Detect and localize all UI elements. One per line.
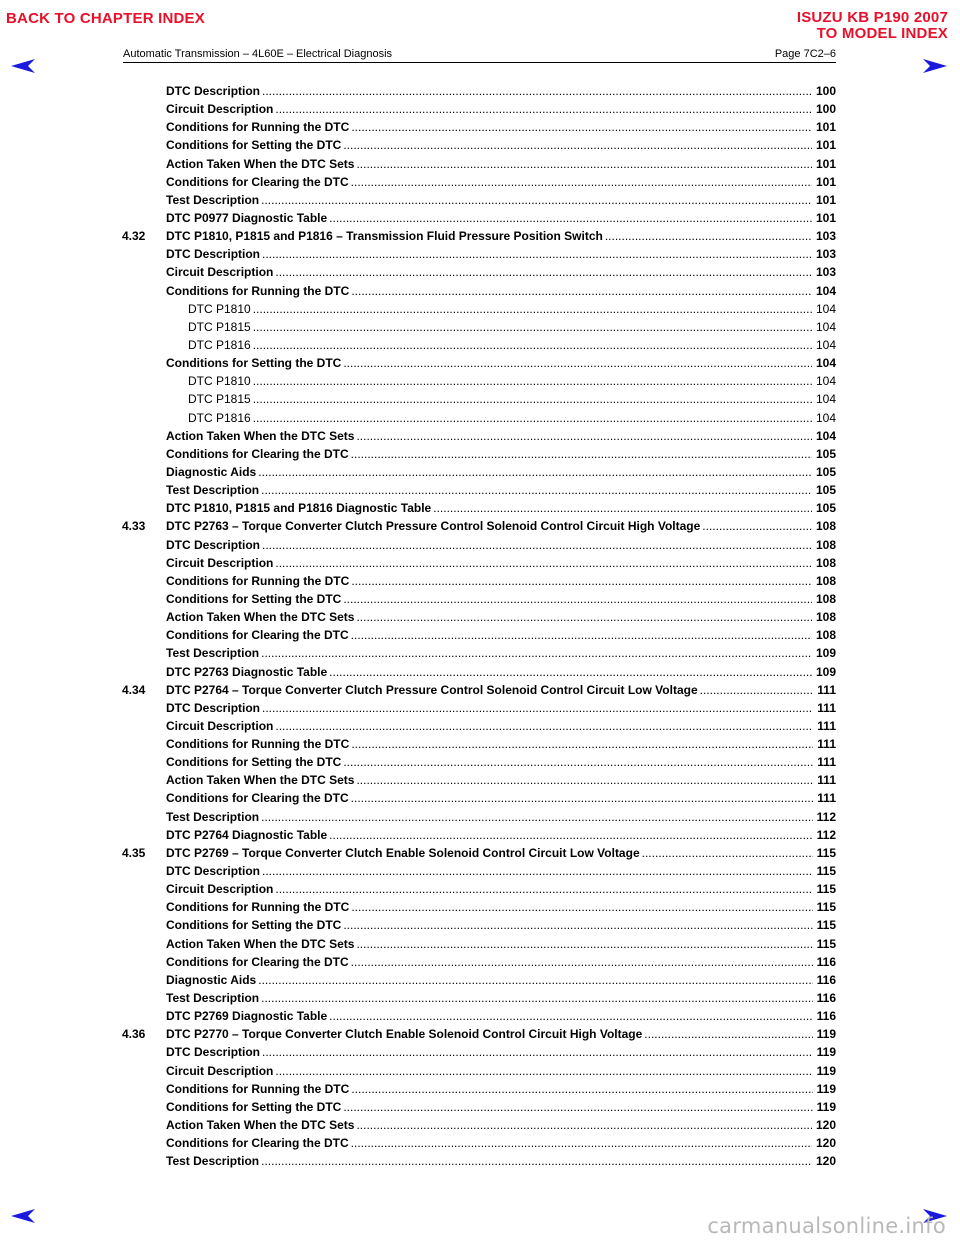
toc-row[interactable] <box>118 626 836 644</box>
toc-row[interactable] <box>118 82 836 100</box>
watermark: carmanualsonline.info <box>707 1214 946 1238</box>
toc-section-number: 4.36 <box>122 1027 146 1042</box>
toc-row[interactable] <box>118 427 836 445</box>
toc-row[interactable] <box>118 935 836 953</box>
toc-page-number[interactable]: 109 <box>815 664 836 679</box>
toc-entry-title[interactable]: DTC Description <box>166 1045 261 1060</box>
toc-entry-title[interactable]: DTC P1816 <box>188 337 251 352</box>
toc-leader-dots <box>253 318 812 336</box>
toc-page-number[interactable]: 105 <box>815 446 836 461</box>
toc-entry-title[interactable]: Conditions for Running the DTC <box>166 737 350 752</box>
toc-page-number[interactable]: 101 <box>815 156 836 171</box>
toc-row[interactable] <box>118 300 836 318</box>
toc-leader-dots <box>258 463 812 481</box>
toc-entry-title[interactable]: Conditions for Setting the DTC <box>166 918 342 933</box>
toc-leader-dots <box>253 372 812 390</box>
toc-row[interactable] <box>118 826 836 844</box>
toc-page-number[interactable]: 104 <box>815 410 836 425</box>
toc-entry-title[interactable]: DTC P2769 – Torque Converter Clutch Enable Solenoid Control Circuit Low Voltage <box>166 845 640 860</box>
model-title[interactable]: ISUZU KB P190 2007 <box>796 9 948 26</box>
toc-row[interactable] <box>118 191 836 209</box>
toc-entry-title[interactable]: Conditions for Setting the DTC <box>166 755 342 770</box>
toc-leader-dots <box>262 1043 813 1061</box>
toc-leader-dots <box>644 1025 812 1043</box>
toc-leader-dots <box>700 681 814 699</box>
toc-entry-title[interactable]: Action Taken When the DTC Sets <box>166 1118 355 1133</box>
toc-row[interactable] <box>118 880 836 898</box>
toc-entry-title[interactable]: Test Description <box>166 1154 260 1169</box>
toc-page-number[interactable]: 104 <box>815 356 836 371</box>
toc-entry-title[interactable]: Conditions for Setting the DTC <box>166 138 342 153</box>
toc-leader-dots <box>275 717 813 735</box>
toc-leader-dots <box>275 554 812 572</box>
toc-leader-dots <box>351 282 812 300</box>
toc-page-number[interactable]: 101 <box>815 138 836 153</box>
toc-row[interactable] <box>118 844 836 862</box>
toc-page-number[interactable]: 109 <box>815 646 836 661</box>
toc-entry-title[interactable]: Circuit Description <box>166 102 274 117</box>
toc-leader-dots <box>343 354 812 372</box>
toc-page-number[interactable]: 116 <box>816 991 836 1006</box>
toc-leader-dots <box>329 663 812 681</box>
doc-header-title: Automatic Transmission – 4L60E – Electrical Diagnosis <box>123 48 393 60</box>
toc-leader-dots <box>329 826 812 844</box>
toc-page-number[interactable]: 116 <box>816 972 836 987</box>
toc-leader-dots <box>356 935 812 953</box>
toc-page-number[interactable]: 119 <box>816 1099 836 1114</box>
toc-section-number: 4.32 <box>122 229 146 244</box>
toc-leader-dots <box>261 481 812 499</box>
toc-row[interactable] <box>118 463 836 481</box>
toc-leader-dots <box>351 445 812 463</box>
toc-row[interactable] <box>118 336 836 354</box>
toc-leader-dots <box>702 517 812 535</box>
toc-entry-title[interactable]: DTC P1810, P1815 and P1816 – Transmission Fluid Pressure Position Switch <box>166 229 603 244</box>
toc-entry-title[interactable]: Conditions for Clearing the DTC <box>166 174 349 189</box>
toc-row[interactable] <box>118 136 836 154</box>
toc-entry-title[interactable]: Conditions for Running the DTC <box>166 1081 350 1096</box>
toc-page-number[interactable]: 119 <box>816 1081 836 1096</box>
toc-row[interactable] <box>118 354 836 372</box>
toc-entry-title[interactable]: DTC Description <box>166 247 261 262</box>
toc-page-number[interactable]: 103 <box>815 247 836 262</box>
model-index-link[interactable] <box>797 10 948 42</box>
toc-leader-dots <box>253 390 812 408</box>
toc-page-number[interactable]: 104 <box>815 428 836 443</box>
toc-entry-title[interactable]: Circuit Description <box>166 718 274 733</box>
toc-leader-dots <box>351 173 812 191</box>
toc-page-number[interactable]: 116 <box>816 954 836 969</box>
toc-row[interactable] <box>118 608 836 626</box>
arrow-right-icon[interactable] <box>922 58 948 74</box>
toc-leader-dots <box>261 644 812 662</box>
toc-entry-title[interactable]: DTC P1816 <box>188 410 251 425</box>
toc-page-number[interactable]: 111 <box>817 755 836 770</box>
toc-entry-title[interactable]: Action Taken When the DTC Sets <box>166 773 355 788</box>
toc-row[interactable] <box>118 898 836 916</box>
toc-leader-dots <box>351 572 812 590</box>
toc-entry-title[interactable]: DTC P2763 Diagnostic Table <box>166 664 328 679</box>
toc-entry-title[interactable]: Test Description <box>166 646 260 661</box>
toc-row[interactable] <box>118 1134 836 1152</box>
toc-leader-dots <box>329 209 812 227</box>
toc-leader-dots <box>642 844 813 862</box>
toc-row[interactable] <box>118 717 836 735</box>
toc-page-number[interactable]: 101 <box>815 120 836 135</box>
toc-row[interactable] <box>118 209 836 227</box>
toc-row[interactable] <box>118 572 836 590</box>
arrow-left-icon[interactable] <box>10 1208 36 1224</box>
toc-page-number[interactable]: 111 <box>817 791 836 806</box>
toc-leader-dots <box>262 82 812 100</box>
toc-leader-dots <box>351 789 814 807</box>
toc-row[interactable] <box>118 155 836 173</box>
toc-page-number[interactable]: 108 <box>815 537 836 552</box>
toc-entry-title[interactable]: Conditions for Clearing the DTC <box>166 1136 349 1151</box>
toc-section-number: 4.33 <box>122 519 146 534</box>
toc-leader-dots <box>261 808 813 826</box>
toc-row[interactable] <box>118 753 836 771</box>
toc-entry-title[interactable]: DTC Description <box>166 864 261 879</box>
toc-entry-title[interactable]: Action Taken When the DTC Sets <box>166 428 355 443</box>
toc-page-number[interactable]: 111 <box>817 700 836 715</box>
toc-entry-title[interactable]: DTC P2763 – Torque Converter Clutch Pressure Control Solenoid Control Circuit High Voltage <box>166 519 701 534</box>
toc-page-number[interactable]: 105 <box>815 464 836 479</box>
toc-row[interactable] <box>118 1116 836 1134</box>
toc-entry-title[interactable]: DTC P1810 <box>188 374 251 389</box>
toc-leader-dots <box>343 136 812 154</box>
toc-leader-dots <box>356 608 812 626</box>
toc-section-number: 4.35 <box>122 845 146 860</box>
toc-row[interactable] <box>118 1007 836 1025</box>
toc-leader-dots <box>262 245 812 263</box>
toc-page-number[interactable]: 108 <box>815 610 836 625</box>
toc-page-number[interactable]: 105 <box>815 501 836 516</box>
toc-page-number[interactable]: 120 <box>815 1154 836 1169</box>
toc-entry-title[interactable]: Diagnostic Aids <box>166 464 257 479</box>
toc-entry-title[interactable]: Conditions for Clearing the DTC <box>166 446 349 461</box>
toc-row[interactable] <box>118 1043 836 1061</box>
toc-row[interactable] <box>118 100 836 118</box>
toc-row[interactable] <box>118 390 836 408</box>
toc-entry-title[interactable]: Conditions for Setting the DTC <box>166 591 342 606</box>
toc-leader-dots <box>343 590 812 608</box>
toc-entry-title[interactable]: DTC P1815 <box>188 392 251 407</box>
header-rule <box>123 62 836 63</box>
toc-leader-dots <box>262 699 813 717</box>
toc-leader-dots <box>351 118 812 136</box>
toc-leader-dots <box>605 227 812 245</box>
toc-leader-dots <box>261 1152 812 1170</box>
toc-page-number[interactable]: 104 <box>815 301 836 316</box>
toc-leader-dots <box>356 771 813 789</box>
toc-page-number[interactable]: 120 <box>815 1118 836 1133</box>
toc-page-number[interactable]: 108 <box>815 573 836 588</box>
toc-leader-dots <box>253 336 812 354</box>
toc-entry-title[interactable]: Test Description <box>166 192 260 207</box>
toc-entry-title[interactable]: DTC P2769 Diagnostic Table <box>166 1009 328 1024</box>
back-to-chapter-index-link[interactable]: BACK TO CHAPTER INDEX <box>6 10 205 27</box>
toc-row[interactable] <box>118 318 836 336</box>
toc-row[interactable] <box>118 953 836 971</box>
toc-leader-dots <box>275 880 812 898</box>
toc-leader-dots <box>351 626 812 644</box>
toc-page-number[interactable]: 115 <box>816 882 836 897</box>
toc-page-number[interactable]: 111 <box>817 773 836 788</box>
toc-row[interactable] <box>118 590 836 608</box>
toc-entry-title[interactable]: DTC P1810 <box>188 301 251 316</box>
table-of-contents <box>118 82 836 1170</box>
toc-row[interactable] <box>118 118 836 136</box>
toc-leader-dots <box>433 499 812 517</box>
toc-row[interactable] <box>118 372 836 390</box>
toc-leader-dots <box>329 1007 812 1025</box>
toc-row[interactable] <box>118 699 836 717</box>
toc-row[interactable] <box>118 808 836 826</box>
toc-page-number[interactable]: 112 <box>816 827 836 842</box>
toc-row[interactable] <box>118 916 836 934</box>
toc-leader-dots <box>261 989 813 1007</box>
toc-row[interactable] <box>118 663 836 681</box>
toc-page-number[interactable]: 101 <box>815 210 836 225</box>
toc-entry-title[interactable]: Circuit Description <box>166 882 274 897</box>
toc-page-number[interactable]: 108 <box>815 591 836 606</box>
toc-row[interactable] <box>118 282 836 300</box>
toc-leader-dots <box>262 862 813 880</box>
toc-entry-title[interactable]: DTC P1815 <box>188 319 251 334</box>
toc-page-number[interactable]: 108 <box>815 628 836 643</box>
toc-leader-dots <box>258 971 812 989</box>
toc-leader-dots <box>275 263 812 281</box>
toc-leader-dots <box>351 1080 812 1098</box>
toc-row[interactable] <box>118 989 836 1007</box>
toc-row[interactable] <box>118 644 836 662</box>
toc-page-number[interactable]: 115 <box>816 864 836 879</box>
toc-row[interactable] <box>118 1062 836 1080</box>
toc-leader-dots <box>343 1098 812 1116</box>
toc-row[interactable] <box>118 227 836 245</box>
toc-page-number[interactable]: 119 <box>816 1045 836 1060</box>
toc-entry-title[interactable]: Conditions for Running the DTC <box>166 900 350 915</box>
toc-entry-title[interactable]: DTC P2770 – Torque Converter Clutch Enable Solenoid Control Circuit High Voltage <box>166 1027 643 1042</box>
toc-leader-dots <box>275 1062 812 1080</box>
toc-page-number[interactable]: 115 <box>816 936 836 951</box>
toc-page-number[interactable]: 104 <box>815 374 836 389</box>
toc-entry-title[interactable]: DTC P2764 – Torque Converter Clutch Pressure Control Solenoid Control Circuit Low Voltage <box>166 682 698 697</box>
toc-page-number[interactable]: 104 <box>815 283 836 298</box>
toc-entry-title[interactable]: DTC Description <box>166 700 261 715</box>
toc-page-number[interactable]: 108 <box>815 555 836 570</box>
toc-leader-dots <box>253 409 812 427</box>
toc-leader-dots <box>351 735 813 753</box>
toc-entry-title[interactable]: Circuit Description <box>166 1063 274 1078</box>
toc-leader-dots <box>275 100 812 118</box>
toc-page-number[interactable]: 120 <box>815 1136 836 1151</box>
toc-entry-title[interactable]: Conditions for Clearing the DTC <box>166 791 349 806</box>
toc-leader-dots <box>261 191 812 209</box>
toc-page-number[interactable]: 101 <box>815 192 836 207</box>
toc-leader-dots <box>351 898 812 916</box>
toc-row[interactable] <box>118 1098 836 1116</box>
toc-row[interactable] <box>118 481 836 499</box>
toc-row[interactable] <box>118 536 836 554</box>
toc-row[interactable] <box>118 499 836 517</box>
toc-leader-dots <box>356 427 812 445</box>
toc-entry-title[interactable]: Conditions for Running the DTC <box>166 283 350 298</box>
toc-entry-title[interactable]: DTC P1810, P1815 and P1816 Diagnostic Table <box>166 501 432 516</box>
toc-page-number[interactable]: 105 <box>815 483 836 498</box>
toc-row[interactable] <box>118 862 836 880</box>
toc-row[interactable] <box>118 554 836 572</box>
toc-leader-dots <box>262 536 812 554</box>
toc-leader-dots <box>356 155 812 173</box>
toc-leader-dots <box>351 953 813 971</box>
toc-page-number[interactable]: 119 <box>816 1027 836 1042</box>
toc-page-number[interactable]: 119 <box>816 1063 836 1078</box>
toc-entry-title[interactable]: Action Taken When the DTC Sets <box>166 610 355 625</box>
toc-page-number[interactable]: 104 <box>815 392 836 407</box>
toc-entry-title[interactable]: Conditions for Setting the DTC <box>166 1099 342 1114</box>
toc-entry-title[interactable]: Diagnostic Aids <box>166 972 257 987</box>
toc-entry-title[interactable]: Conditions for Clearing the DTC <box>166 954 349 969</box>
toc-page-number[interactable]: 111 <box>817 718 836 733</box>
toc-page-number[interactable]: 104 <box>815 319 836 334</box>
toc-row[interactable] <box>118 771 836 789</box>
toc-entry-title[interactable]: Conditions for Running the DTC <box>166 120 350 135</box>
toc-row[interactable] <box>118 263 836 281</box>
toc-page-number[interactable]: 111 <box>817 682 836 697</box>
toc-leader-dots <box>343 916 812 934</box>
toc-page-number[interactable]: 103 <box>815 265 836 280</box>
toc-page-number[interactable]: 111 <box>817 737 836 752</box>
toc-entry-title[interactable]: Conditions for Clearing the DTC <box>166 628 349 643</box>
toc-page-number[interactable]: 115 <box>816 845 836 860</box>
toc-row[interactable] <box>118 1025 836 1043</box>
toc-row[interactable] <box>118 445 836 463</box>
toc-leader-dots <box>343 753 813 771</box>
toc-entry-title[interactable]: Circuit Description <box>166 555 274 570</box>
toc-entry-title[interactable]: DTC P0977 Diagnostic Table <box>166 210 328 225</box>
toc-page-number[interactable]: 100 <box>815 102 836 117</box>
toc-entry-title[interactable]: Action Taken When the DTC Sets <box>166 936 355 951</box>
toc-entry-title[interactable]: DTC P2764 Diagnostic Table <box>166 827 328 842</box>
toc-page-number[interactable]: 104 <box>815 337 836 352</box>
toc-row[interactable] <box>118 789 836 807</box>
doc-page-number: Page 7C2–6 <box>774 48 836 60</box>
toc-page-number[interactable]: 100 <box>815 84 836 98</box>
toc-row[interactable] <box>118 245 836 263</box>
toc-page-number[interactable]: 103 <box>815 229 836 244</box>
toc-entry-title[interactable]: Conditions for Setting the DTC <box>166 356 342 371</box>
toc-page-number[interactable]: 112 <box>816 809 836 824</box>
toc-row[interactable] <box>118 681 836 699</box>
toc-leader-dots <box>356 1116 812 1134</box>
toc-entry-title[interactable]: Action Taken When the DTC Sets <box>166 156 355 171</box>
toc-row[interactable] <box>118 517 836 535</box>
toc-page-number[interactable]: 115 <box>816 900 836 915</box>
toc-page-number[interactable]: 101 <box>815 174 836 189</box>
toc-row[interactable] <box>118 409 836 427</box>
to-model-index[interactable]: TO MODEL INDEX <box>816 25 948 42</box>
toc-entry-title[interactable]: Test Description <box>166 483 260 498</box>
toc-row[interactable] <box>118 1080 836 1098</box>
arrow-left-icon[interactable] <box>10 58 36 74</box>
toc-entry-title[interactable]: Test Description <box>166 809 260 824</box>
toc-section-number: 4.34 <box>122 682 146 697</box>
toc-page-number[interactable]: 115 <box>816 918 836 933</box>
toc-page-number[interactable]: 108 <box>815 519 836 534</box>
toc-leader-dots <box>253 300 812 318</box>
toc-row[interactable] <box>118 971 836 989</box>
toc-leader-dots <box>351 1134 812 1152</box>
toc-page-number[interactable]: 116 <box>816 1009 836 1024</box>
toc-row[interactable] <box>118 1152 836 1170</box>
toc-entry-title[interactable]: Conditions for Running the DTC <box>166 573 350 588</box>
toc-entry-title[interactable]: DTC Description <box>166 537 261 552</box>
toc-row[interactable] <box>118 735 836 753</box>
toc-entry-title[interactable]: Test Description <box>166 991 260 1006</box>
toc-row[interactable] <box>118 173 836 191</box>
toc-entry-title[interactable]: DTC Description <box>166 84 261 98</box>
toc-entry-title[interactable]: Circuit Description <box>166 265 274 280</box>
